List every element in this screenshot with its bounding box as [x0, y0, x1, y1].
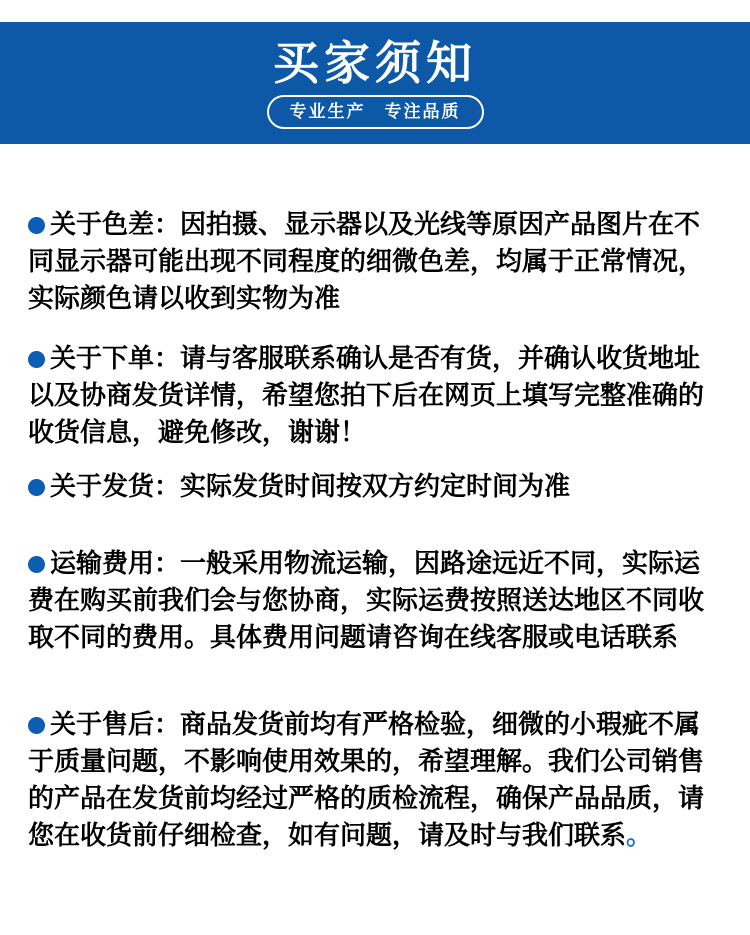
notice-text: 关于色差：因拍摄、显示器以及光线等原因产品图片在不同显示器可能出现不同程度的细微色差，均属于正常情况，实际颜色请以收到实物为准	[28, 209, 705, 313]
notice-item-after-sales	[28, 706, 724, 854]
bullet-icon	[28, 479, 45, 496]
notice-item-color-difference	[28, 206, 724, 317]
notice-text: 关于下单：请与客服联系确认是否有货，并确认收货地址以及协商发货详情，希望您拍下后在网页上填写完整准确的收货信息，避免修改，谢谢！	[28, 343, 705, 447]
tagline-pill: 专业生产 专注品质	[267, 95, 484, 129]
notice-item-shipping-time	[28, 468, 724, 505]
bullet-icon	[28, 351, 45, 368]
bullet-icon	[28, 217, 45, 234]
notice-text: 关于售后：商品发货前均有严格检验，细微的小瑕疵不属于质量问题，不影响使用效果的，希望理解。我们公司销售的产品在发货前均经过严格的质检流程，确保产品品质，请您在收货前仔细检查，如有问题，请及时与我们联系	[28, 709, 705, 850]
header-banner	[0, 22, 750, 144]
bullet-icon	[28, 556, 45, 573]
notice-item-freight-cost	[28, 545, 724, 656]
notice-period-blue: 。	[626, 820, 653, 850]
notice-text: 运输费用：一般采用物流运输，因路途远近不同，实际运费在购买前我们会与您协商，实际运费按照送达地区不同收取不同的费用。具体费用问题请咨询在线客服或电话联系	[28, 548, 705, 652]
notice-list	[0, 144, 750, 854]
notice-text: 关于发货：实际发货时间按双方约定时间为准	[50, 471, 571, 501]
page-title: 买家须知	[273, 37, 477, 89]
bullet-icon	[28, 717, 45, 734]
notice-item-ordering	[28, 340, 724, 451]
